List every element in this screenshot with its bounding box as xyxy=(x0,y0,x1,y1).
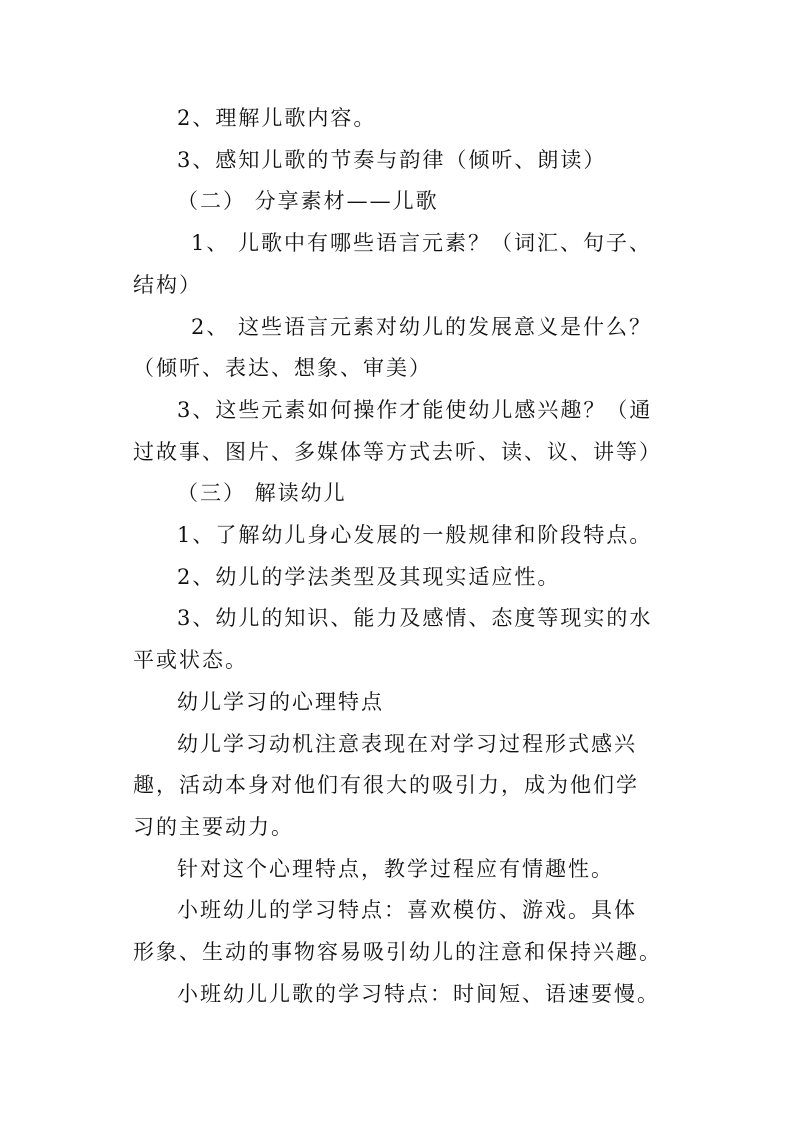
text-line: 2、幼儿的学法类型及其现实适应性。 xyxy=(177,565,561,589)
text-line: 3、这些元素如何操作才能使幼儿感兴趣？（通 xyxy=(177,398,653,422)
section-heading: （三） 解读幼儿 xyxy=(177,481,347,505)
text-line: 2、 这些语言元素对幼儿的发展意义是什么？ xyxy=(191,315,653,339)
text-line: 3、幼儿的知识、能力及感情、态度等现实的水 xyxy=(177,606,653,630)
section-heading: （二） 分享素材——儿歌 xyxy=(177,189,439,213)
text-line: 幼儿学习动机注意表现在对学习过程形式感兴 xyxy=(177,732,637,756)
text-line: 幼儿学习的心理特点 xyxy=(177,690,384,714)
text-line: 习的主要动力。 xyxy=(133,815,294,839)
text-line: 结构） xyxy=(133,273,202,297)
text-line: 2、理解儿歌内容。 xyxy=(177,106,377,130)
text-line: 小班幼儿的学习特点：喜欢模仿、游戏。具体 xyxy=(177,898,637,922)
text-line: （倾听、表达、想象、审美） xyxy=(133,356,432,380)
text-line: 过故事、图片、多媒体等方式去听、读、议、讲等） xyxy=(133,440,662,464)
text-line: 针对这个心理特点，教学过程应有情趣性。 xyxy=(177,857,614,881)
text-line: 平或状态。 xyxy=(133,648,248,672)
text-line: 1、了解幼儿身心发展的一般规律和阶段特点。 xyxy=(177,523,653,547)
text-line: 1、 儿歌中有哪些语言元素？（词汇、句子、 xyxy=(191,231,653,255)
text-line: 3、感知儿歌的节奏与韵律（倾听、朗读） xyxy=(177,148,607,172)
text-line: 小班幼儿儿歌的学习特点：时间短、语速要慢。 xyxy=(177,982,660,1006)
text-line: 趣，活动本身对他们有很大的吸引力，成为他们学 xyxy=(133,773,639,797)
text-line: 形象、生动的事物容易吸引幼儿的注意和保持兴趣。 xyxy=(133,940,662,964)
